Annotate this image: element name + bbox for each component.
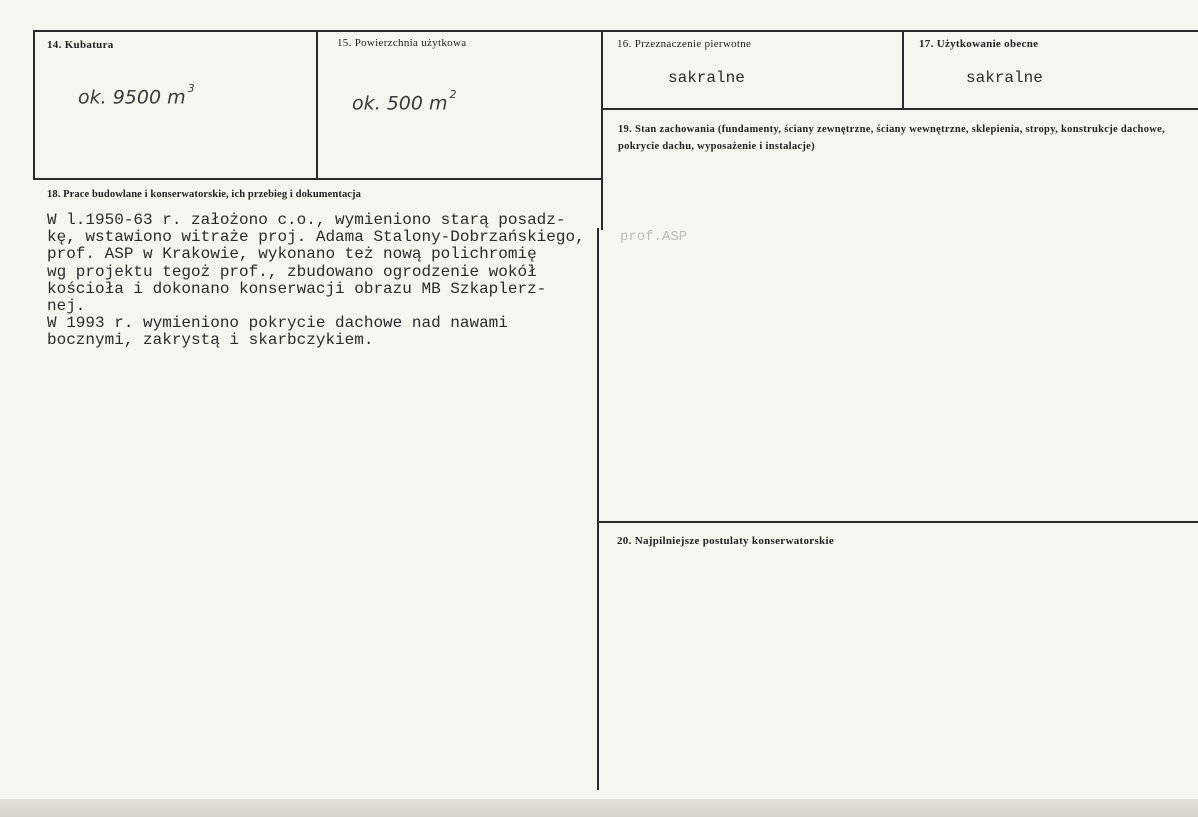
field-18-line: W 1993 r. wymieniono pokrycie dachowe nad nawami <box>47 314 508 333</box>
left-rule <box>33 30 35 180</box>
top-rule <box>33 30 1198 32</box>
field-18-text <box>47 212 585 350</box>
divider-16-17 <box>902 30 904 110</box>
divider-14-15 <box>316 30 318 180</box>
rule-above-20 <box>598 521 1198 523</box>
field-18-line: kościoła i dokonano konserwacji obrazu MB Szkaplerz- <box>47 279 547 298</box>
rule-under-16-17 <box>601 108 1198 110</box>
field-18-line: W l.1950-63 r. założono c.o., wymieniono starą posadz- <box>47 211 566 229</box>
field-15-exponent: 2 <box>449 88 457 101</box>
field-19-label: 19. Stan zachowania (fundamenty, ściany zewnętrzne, ściany wewnętrzne, sklepienia, stropy, konstrukcje dachowe, pokrycie dachu, wyposażenie i instalacje) <box>618 124 1166 152</box>
field-18-line: kę, wstawiono witraże proj. Adama Stalony-Dobrzańskiego, <box>47 228 585 247</box>
field-20-label: 20. Najpilniejsze postulaty konserwatorskie <box>617 535 835 547</box>
card-bottom-edge <box>0 799 1198 817</box>
field-14-exponent: 3 <box>187 82 195 95</box>
field-15-value-text: ok. 500 m <box>352 92 448 115</box>
field-16-value: sakralne <box>668 69 745 87</box>
field-14-value <box>78 82 195 109</box>
rule-under-14-15 <box>33 178 603 180</box>
field-18-line: nej. <box>47 296 86 315</box>
field-18-line: bocznymi, zakrystą i skarbczykiem. <box>47 331 374 350</box>
field-18-line: wg projektu tegoż prof., zbudowano ogrodzenie wokół <box>47 262 537 281</box>
field-17-value: sakralne <box>966 69 1043 87</box>
field-17-label: 17. Użytkowanie obecne <box>919 38 1039 50</box>
field-15-label: 15. Powierzchnia użytkowa <box>337 37 467 49</box>
field-14-label: 14. Kubatura <box>47 39 114 51</box>
center-vertical-rule-lower <box>597 228 599 790</box>
field-16-label: 16. Przeznaczenie pierwotne <box>617 38 752 50</box>
field-14-value-text: ok. 9500 m <box>78 86 186 109</box>
field-15-value <box>352 88 457 115</box>
center-vertical-rule <box>601 30 603 230</box>
field-18-faded-overflow: prof.ASP <box>620 229 688 245</box>
field-18-label: 18. Prace budowlane i konserwatorskie, ich przebieg i dokumentacja <box>47 189 362 200</box>
field-18-line: prof. ASP w Krakowie, wykonano też nową polichromię <box>47 245 537 264</box>
